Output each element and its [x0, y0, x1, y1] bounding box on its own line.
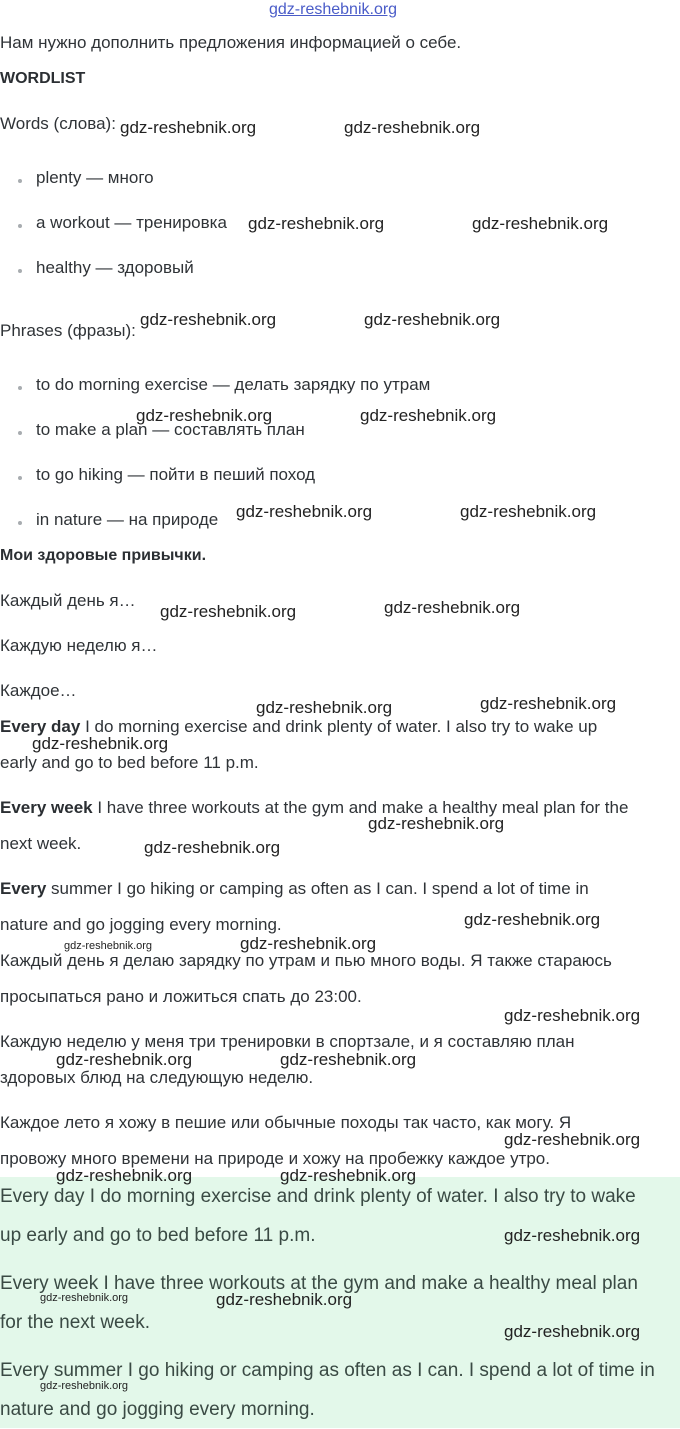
final-answer-line: up early and go to bed before 11 p.m.: [0, 1225, 316, 1246]
watermark: gdz-reshebnik.org: [464, 910, 601, 929]
phrase-item: to do morning exercise — делать зарядку по утрам: [36, 375, 431, 394]
watermark: gdz-reshebnik.org: [472, 214, 609, 233]
answer-en-line: next week.: [0, 834, 82, 853]
watermark: gdz-reshebnik.org: [256, 698, 393, 717]
phrase-item: to make a plan — составлять план: [36, 420, 305, 439]
watermark: gdz-reshebnik.org: [280, 1166, 417, 1185]
site-link[interactable]: gdz-reshebnik.org: [269, 1, 398, 18]
answer-ru-line: просыпаться рано и ложиться спать до 23:00.: [0, 987, 362, 1006]
final-answer-line: Every summer I go hiking or camping as often as I can. I spend a lot of time in: [0, 1360, 655, 1381]
watermark: gdz-reshebnik.org: [56, 1166, 193, 1185]
watermark: gdz-reshebnik.org: [140, 310, 277, 329]
words-label: Words (слова):: [0, 114, 116, 133]
watermark: gdz-reshebnik.org: [56, 1050, 193, 1069]
answer-en-text: I do morning exercise and drink plenty of water. I also try to wake up: [80, 717, 598, 736]
answer-en-line: [0, 871, 589, 907]
watermark: gdz-reshebnik.org: [364, 310, 501, 329]
watermark: gdz-reshebnik.org: [40, 1292, 129, 1304]
watermark: gdz-reshebnik.org: [384, 598, 521, 617]
watermark: gdz-reshebnik.org: [504, 1130, 641, 1149]
final-answer-line: Every week I have three workouts at the gym and make a healthy meal plan: [0, 1273, 638, 1294]
habits-heading: Мои здоровые привычки.: [0, 547, 207, 564]
answer-ru-line: Каждое лето я хожу в пешие или обычные походы так часто, как могу. Я: [0, 1113, 572, 1132]
watermark: gdz-reshebnik.org: [32, 734, 169, 753]
answer-ru-line: провожу много времени на природе и хожу на пробежку каждое утро.: [0, 1149, 550, 1168]
bullet-icon: [18, 386, 22, 390]
watermark: gdz-reshebnik.org: [480, 694, 617, 713]
watermark: gdz-reshebnik.org: [136, 406, 273, 425]
watermark: gdz-reshebnik.org: [368, 814, 505, 833]
phrases-label: Phrases (фразы):: [0, 321, 136, 340]
prompt-line: Каждый день я…: [0, 591, 136, 610]
prompt-line: Каждую неделю я…: [0, 636, 158, 655]
wordlist-heading: WORDLIST: [0, 70, 86, 87]
watermark: gdz-reshebnik.org: [144, 838, 281, 857]
watermark: gdz-reshebnik.org: [120, 118, 257, 137]
phrase-item: in nature — на природе: [36, 510, 219, 529]
answer-en-bold: Every week: [0, 798, 93, 817]
watermark: gdz-reshebnik.org: [280, 1050, 417, 1069]
answer-en-line: nature and go jogging every morning.: [0, 915, 282, 934]
bullet-icon: [18, 476, 22, 480]
phrase-item: to go hiking — пойти в пеший поход: [36, 465, 316, 484]
bullet-icon: [18, 521, 22, 525]
answer-en-line: [0, 790, 628, 826]
answer-en-text: I have three workouts at the gym and make a healthy meal plan for the: [92, 798, 629, 817]
answer-ru-line: здоровых блюд на следующую неделю.: [0, 1068, 314, 1087]
bullet-icon: [18, 179, 22, 183]
watermark: gdz-reshebnik.org: [160, 602, 297, 621]
answer-en-bold: Every: [0, 879, 47, 898]
answer-en-line: early and go to bed before 11 p.m.: [0, 753, 259, 772]
watermark: gdz-reshebnik.org: [344, 118, 481, 137]
final-answer-line: nature and go jogging every morning.: [0, 1399, 315, 1420]
watermark: gdz-reshebnik.org: [460, 502, 597, 521]
watermark: gdz-reshebnik.org: [236, 502, 373, 521]
final-answer-line: for the next week.: [0, 1312, 150, 1333]
answer-en-bold: Every day: [0, 717, 81, 736]
bullet-icon: [18, 269, 22, 273]
watermark: gdz-reshebnik.org: [360, 406, 497, 425]
watermark: gdz-reshebnik.org: [504, 1226, 641, 1245]
word-item: a workout — тренировка: [36, 213, 227, 232]
prompt-line: Каждое…: [0, 681, 77, 700]
answer-en-text: summer I go hiking or camping as often as I can. I spend a lot of time in: [46, 879, 589, 898]
word-item: plenty — много: [36, 168, 154, 187]
watermark: gdz-reshebnik.org: [248, 214, 385, 233]
watermark: gdz-reshebnik.org: [216, 1290, 353, 1309]
bullet-icon: [18, 224, 22, 228]
word-item: healthy — здоровый: [36, 258, 194, 277]
watermark: gdz-reshebnik.org: [504, 1006, 641, 1025]
task-text: Нам нужно дополнить предложения информацией о себе.: [0, 33, 462, 52]
watermark: gdz-reshebnik.org: [240, 934, 377, 953]
answer-ru-line: Каждую неделю у меня три тренировки в спортзале, и я составляю план: [0, 1032, 575, 1051]
answer-ru-line: Каждый день я делаю зарядку по утрам и пью много воды. Я также стараюсь: [0, 951, 612, 970]
bullet-icon: [18, 431, 22, 435]
watermark: gdz-reshebnik.org: [504, 1322, 641, 1341]
watermark: gdz-reshebnik.org: [64, 940, 153, 952]
final-answer-line: Every day I do morning exercise and drink plenty of water. I also try to wake: [0, 1186, 636, 1207]
watermark: gdz-reshebnik.org: [40, 1380, 129, 1392]
